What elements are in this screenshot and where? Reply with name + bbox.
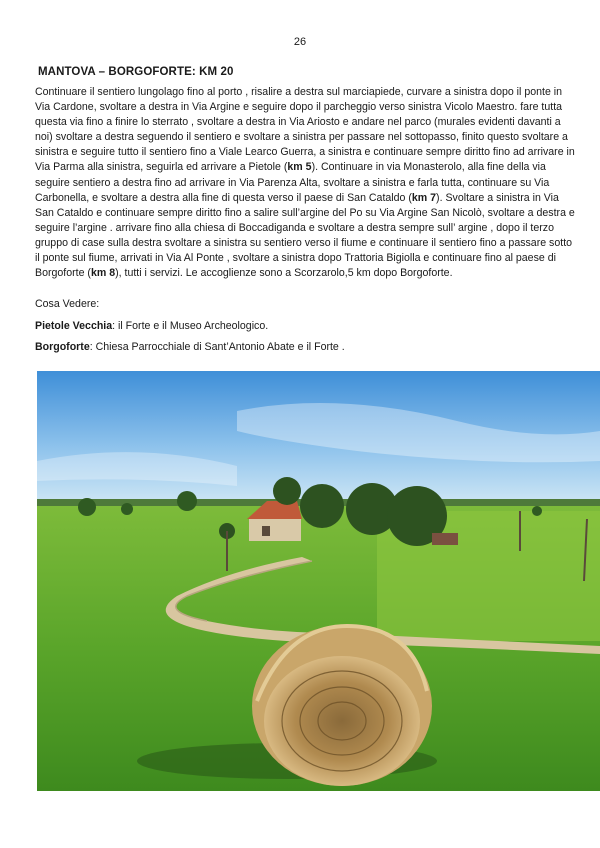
sight-place: Borgoforte [35, 341, 90, 353]
distance-km-pietole: km 5 [287, 161, 312, 174]
sight-description: : il Forte e il Museo Archeologico. [112, 320, 269, 332]
itinerary-text-4: ), tutti i servizi. Le accoglienze sono a Scorzarolo,5 km dopo Borgoforte. [115, 267, 453, 280]
page-number: 26 [293, 36, 307, 48]
itinerary-text-1: Continuare il sentiero lungolago fino al porto , risalire a destra sul marciapiede, curvare a sinistra dopo il ponte in Via Cardone, svoltare a destra in Via Argine e seguire dopo il parcheggio verso sinistra Vicolo Maestro. fare tutta questa via fino a finire lo sterrato , svoltare a destra in Via Ariosto e andare nel parco (murales evidenti davanti a noi) svoltare a destra seguendo il sentiero e svoltare a sinistra per passare nel sottopasso, finito questo svoltare a sinistra e seguire tutto il sentiero fino a Viale Learco Guerra, a sinistra e continuare sempre diritto fino ad arrivare in Via Parma alla sinistra, seguirla ed arrivare a Pietole ( [35, 86, 575, 174]
sights-heading: Cosa Vedere: [35, 298, 100, 310]
sight-description: : Chiesa Parrocchiale di Sant’Antonio Abate e il Forte . [89, 341, 345, 353]
itinerary-paragraph [35, 85, 575, 281]
distance-km-san-cataldo: km 7 [411, 191, 437, 204]
countryside-photo [37, 371, 600, 791]
section-title: MANTOVA – BORGOFORTE: KM 20 [38, 66, 234, 78]
sight-borgoforte [35, 341, 575, 353]
itinerary-text-3: ). Svoltare a sinistra in Via San Cataldo e continuare sempre diritto fino a salire sull’argine del Po su Via Argine San Nicolò, svoltare a destra e seguire l’argine . arrivare fino alla chiesa di Boccadiganda e svoltare a destra sempre sull’ argine , dopo il terzo gruppo di case sulla destra svoltare a sinistra su sentiero verso il fiume e continuare il sentiero fino a passare sotto il ponte sul fiume, arrivati in Via Al Ponte , svoltare a sinistra dopo Trattoria Bigiolla e continuare fino al paese di Borgoforte ( [35, 191, 575, 280]
sight-place: Pietole Vecchia [35, 320, 113, 332]
itinerary-text-2: ). Continuare in via Monasterolo, alla fine della via seguire sentiero a destra fino ad arrivare in Via Parenza Alta, svoltare a sinistra e farla tutta, continuare su Via Carbonella, e svoltare a destra alla fine di questa verso il paese di San Cataldo ( [35, 161, 550, 204]
distance-km-borgoforte: km 8 [90, 267, 116, 280]
sight-pietole [35, 320, 575, 332]
hay-bale-landscape-illustration [37, 371, 600, 791]
